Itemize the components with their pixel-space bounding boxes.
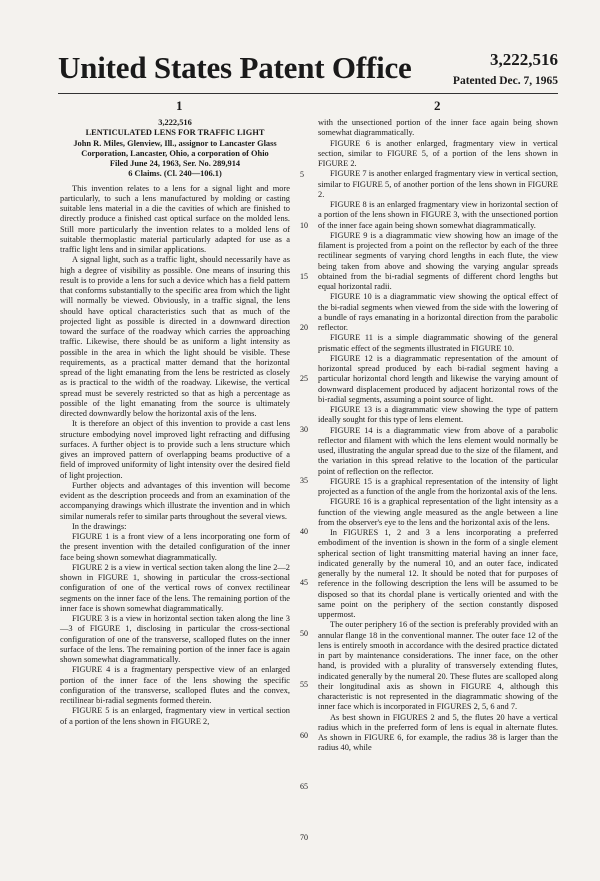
line-number: 65 <box>300 782 308 791</box>
paragraph: FIGURE 4 is a fragmentary perspective view of an enlarged portion of the inner face of the lens showing the specific configuration of the transverse, scalloped flutes and the convex, rectilinear bi-radial segments formed therein. <box>60 665 290 705</box>
paragraph: The outer periphery 16 of the section is preferably provided with an annular flange 18 in the conventional manner. The outer face 12 of the lens is entirely smooth in accordance with the desired practice dictated in part by maintenance considerations. The inner face, on the other hand, is provided with a plurality of transversely extending flutes, indicated generally by the numeral 20. These flutes are scalloped along their longitudinal axis as shown in FIGURE 4, although this characteristic is not represented in the diagrammatic showing of the inner face which is incorporated in FIGURES 2, 5, 6 and 7. <box>318 620 558 712</box>
filed-line: Filed June 24, 1963, Ser. No. 289,914 <box>109 159 241 168</box>
line-number: 50 <box>300 629 308 638</box>
paragraph: As best shown in FIGURES 2 and 5, the flutes 20 have a vertical radius which in the preferred form of lens is equal in alternate flutes. As shown in FIGURE 6, for example, the radius 38 is larger than the radius 40, while <box>318 712 558 753</box>
patent-number: 3,222,516 <box>490 50 558 69</box>
paragraph: FIGURE 9 is a diagrammatic view showing how an image of the filament is projected from a point on the reflector by each of the three rectilinear segments of varying chord lengths in each flute, the view being taken from above and showing the varying angular spreads obtained from the bi-radial segments of different chord lengths but equal horizontal radii. <box>318 230 558 291</box>
line-number: 45 <box>300 578 308 587</box>
paragraph: Further objects and advantages of this invention will become evident as the description proceeds and from an examination of the accompanying drawings which illustrate the invention and in which similar numerals refer to similar parts throughout the several views. <box>60 480 290 521</box>
paragraph: FIGURE 10 is a diagrammatic view showing the optical effect of the bi-radial segments when viewed from the side with the lowering of a bundle of rays emanating in a horizontal direction from the parabolic reflector. <box>318 292 558 332</box>
paragraph: FIGURE 11 is a simple diagrammatic showing of the general prismatic effect of the segments illustrated in FIGURE 10. <box>318 333 558 353</box>
patent-title: LENTICULATED LENS FOR TRAFFIC LIGHT <box>85 128 265 138</box>
paragraph: It is therefore an object of this invention to provide a cast lens structure embodying novel improved light refracting and diffusing surfaces. A further object is to provide such a lens structure which gives an improved pattern of overlapping beams productive of a field of improved uniformity of light intensity over the desired field of light projection. <box>60 419 290 480</box>
line-number: 40 <box>300 527 308 536</box>
paragraph: This invention relates to a lens for a signal light and more particularly, to such a lens manufactured by molding or casting suitable lens material in a die the cavities of which are finished to directly produce a finished cast optical surface on the molded lens. Still more particularly the invention relates to a molded lens of suitable thermoplastic material particularly adapted for use as a traffic light lens and in similar applications. <box>60 183 290 254</box>
inventor-line: John R. Miles, Glenview, Ill., assignor to Lancaster Glass Corporation, Lancaster, Ohio, a corporation of Ohio <box>73 138 277 158</box>
paragraph: FIGURE 12 is a diagrammatic representation of the amount of horizontal spread produced by each bi-radial segment having a particular horizontal chord length and likewise the varying amount of downward displacement produced by adjacent horizontal rows of the bi-radial segments, assuming a point source of light. <box>318 353 558 404</box>
paragraph: FIGURE 7 is another enlarged fragmentary view in vertical section, similar to FIGURE 5, of another portion of the lens shown in FIGURE 2. <box>318 169 558 199</box>
paragraph: FIGURE 8 is an enlarged fragmentary view in horizontal section of a portion of the lens shown in FIGURE 3, with the unsectioned portion of the inner face again being shown somewhat diagrammatically. <box>318 200 558 230</box>
claims-line: 6 Claims. (Cl. 240—106.1) <box>128 169 222 179</box>
line-number: 30 <box>300 425 308 434</box>
left-column <box>60 118 290 727</box>
line-number: 20 <box>300 323 308 332</box>
patent-no-caption: 3,222,516 <box>158 118 192 127</box>
paragraph: In the drawings: <box>72 521 127 531</box>
paragraph: with the unsectioned portion of the inner face again being shown somewhat diagrammatically. <box>318 118 558 138</box>
paragraph: In FIGURES 1, 2 and 3 a lens incorporating a preferred embodiment of the invention is shown in the form of a single element spherical section of light transmitting material having an inner face, indicated generally by the numeral 10, and an outer face, indicated generally by the numeral 12. It should be noted that for purposes of reference in the following description the lens will be assumed to be disposed so that its chordal plane is vertically oriented and with the same point on the periphery of the section constantly disposed uppermost. <box>318 528 558 619</box>
paragraph: FIGURE 5 is an enlarged, fragmentary view in vertical section of a portion of the lens shown in FIGURE 2, <box>60 706 290 726</box>
column-number-right: 2 <box>434 98 441 113</box>
line-number: 15 <box>300 272 308 281</box>
column-number-left: 1 <box>176 98 183 113</box>
paragraph: FIGURE 15 is a graphical representation of the intensity of light projected as a function of the angle from the horizontal axis of the lens. <box>318 476 558 496</box>
paragraph: FIGURE 14 is a diagrammatic view from above of a parabolic reflector and filament with which the lens element would normally be used, illustrating the angular spread due to the size of the filament, and the variation in this spread relative to the location of the particular point of reflection on the reflector. <box>318 425 558 476</box>
paragraph: FIGURE 1 is a front view of a lens incorporating one form of the present invention with the detailed configuration of the inner face being shown somewhat diagrammatically. <box>60 532 290 562</box>
patent-header <box>58 50 558 105</box>
line-number: 25 <box>300 374 308 383</box>
paragraph: FIGURE 16 is a graphical representation of the light intensity as a function of the viewing angle measured as the angle between a line from the observer's eye to the lens and the horizontal axis of the lens. <box>318 497 558 527</box>
paragraph: A signal light, such as a traffic light, should necessarily have as high a degree of visibility as possible. One means of insuring this result is to provide a lens for such a device which has a field pattern that conforms substantially to the specific area from which the light will normally be viewed. Obviously, in a traffic signal, the lens should have optical characteristics such that as much of the projected light as possible is directed in a downward direction toward the surface of the roadway which carries the approaching traffic. Likewise, there should be as uniform a light intensity as possible in the area in which the light should be visible. These requirements, as a practical matter demand that the horizontal spread of the light emanating from the lens be restricted as closely as is practical to the width of the roadway. Likewise, the vertical spread must be severely restricted so that as high a percentage as possible of the light emanating from the source is ultimately directed downwardly below the horizontal axis of the lens. <box>60 255 290 418</box>
line-number: 70 <box>300 833 308 842</box>
office-title: United States Patent Office <box>58 50 412 85</box>
paragraph: FIGURE 2 is a view in vertical section taken along the line 2—2 shown in FIGURE 1, showing in particular the cross-sectional configuration of one of the vertical rows of convex rectilinear segments on the inner face of the lens. The remaining portion of the inner face is shown somewhat diagrammatically. <box>60 562 290 613</box>
line-number: 55 <box>300 680 308 689</box>
paragraph: FIGURE 6 is another enlarged, fragmentary view in vertical section, similar to FIGURE 5, of a portion of the lens shown in FIGURE 2. <box>318 138 558 168</box>
line-number: 35 <box>300 476 308 485</box>
header-rule <box>58 93 558 94</box>
patented-date: Patented Dec. 7, 1965 <box>452 75 558 87</box>
paragraph: FIGURE 3 is a view in horizontal section taken along the line 3—3 of FIGURE 1, disclosing in particular the cross-sectional configuration of one of the transverse, scalloped flutes on the inner surface of the lens. The remaining portion of the inner face is again shown somewhat diagrammatically. <box>60 614 290 664</box>
line-number: 10 <box>300 221 308 230</box>
paragraph: FIGURE 13 is a diagrammatic view showing the type of pattern ideally sought for this type of lens element. <box>318 405 558 425</box>
line-number: 60 <box>300 731 308 740</box>
right-column <box>318 118 558 754</box>
line-number: 5 <box>300 170 304 179</box>
